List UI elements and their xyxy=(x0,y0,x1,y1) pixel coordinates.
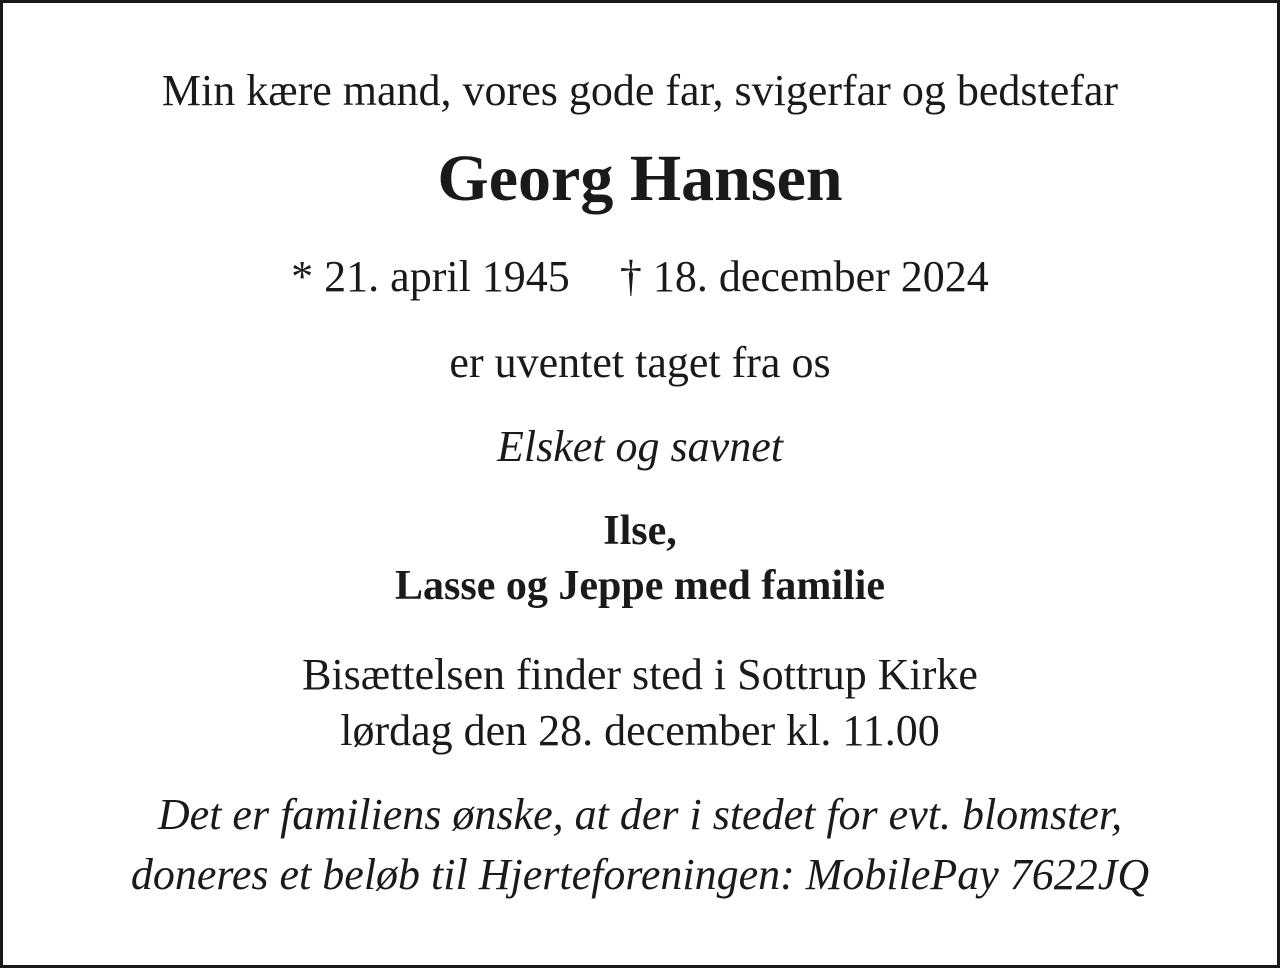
intro-text: Min kære mand, vores gode far, svigerfar og bedstefar xyxy=(161,66,1119,115)
death-date: † 18. december 2024 xyxy=(619,252,989,301)
life-dates xyxy=(3,252,1277,301)
family-line-1: Ilse, xyxy=(603,508,677,554)
deceased-name: Georg Hansen xyxy=(437,142,843,215)
donation-line-1: Det er familiens ønske, at der i stedet for evt. blomster, xyxy=(157,790,1123,839)
birth-date: * 21. april 1945 xyxy=(291,252,570,301)
loved-missed-text: Elsket og savnet xyxy=(497,422,783,471)
passing-text: er uventet taget fra os xyxy=(449,338,831,387)
family-line-2: Lasse og Jeppe med familie xyxy=(395,563,885,609)
funeral-location: Bisættelsen finder sted i Sottrup Kirke xyxy=(302,650,978,699)
funeral-datetime: lørdag den 28. december kl. 11.00 xyxy=(340,706,940,755)
donation-line-2: doneres et beløb til Hjerteforeningen: MobilePay 7622JQ xyxy=(130,850,1150,899)
